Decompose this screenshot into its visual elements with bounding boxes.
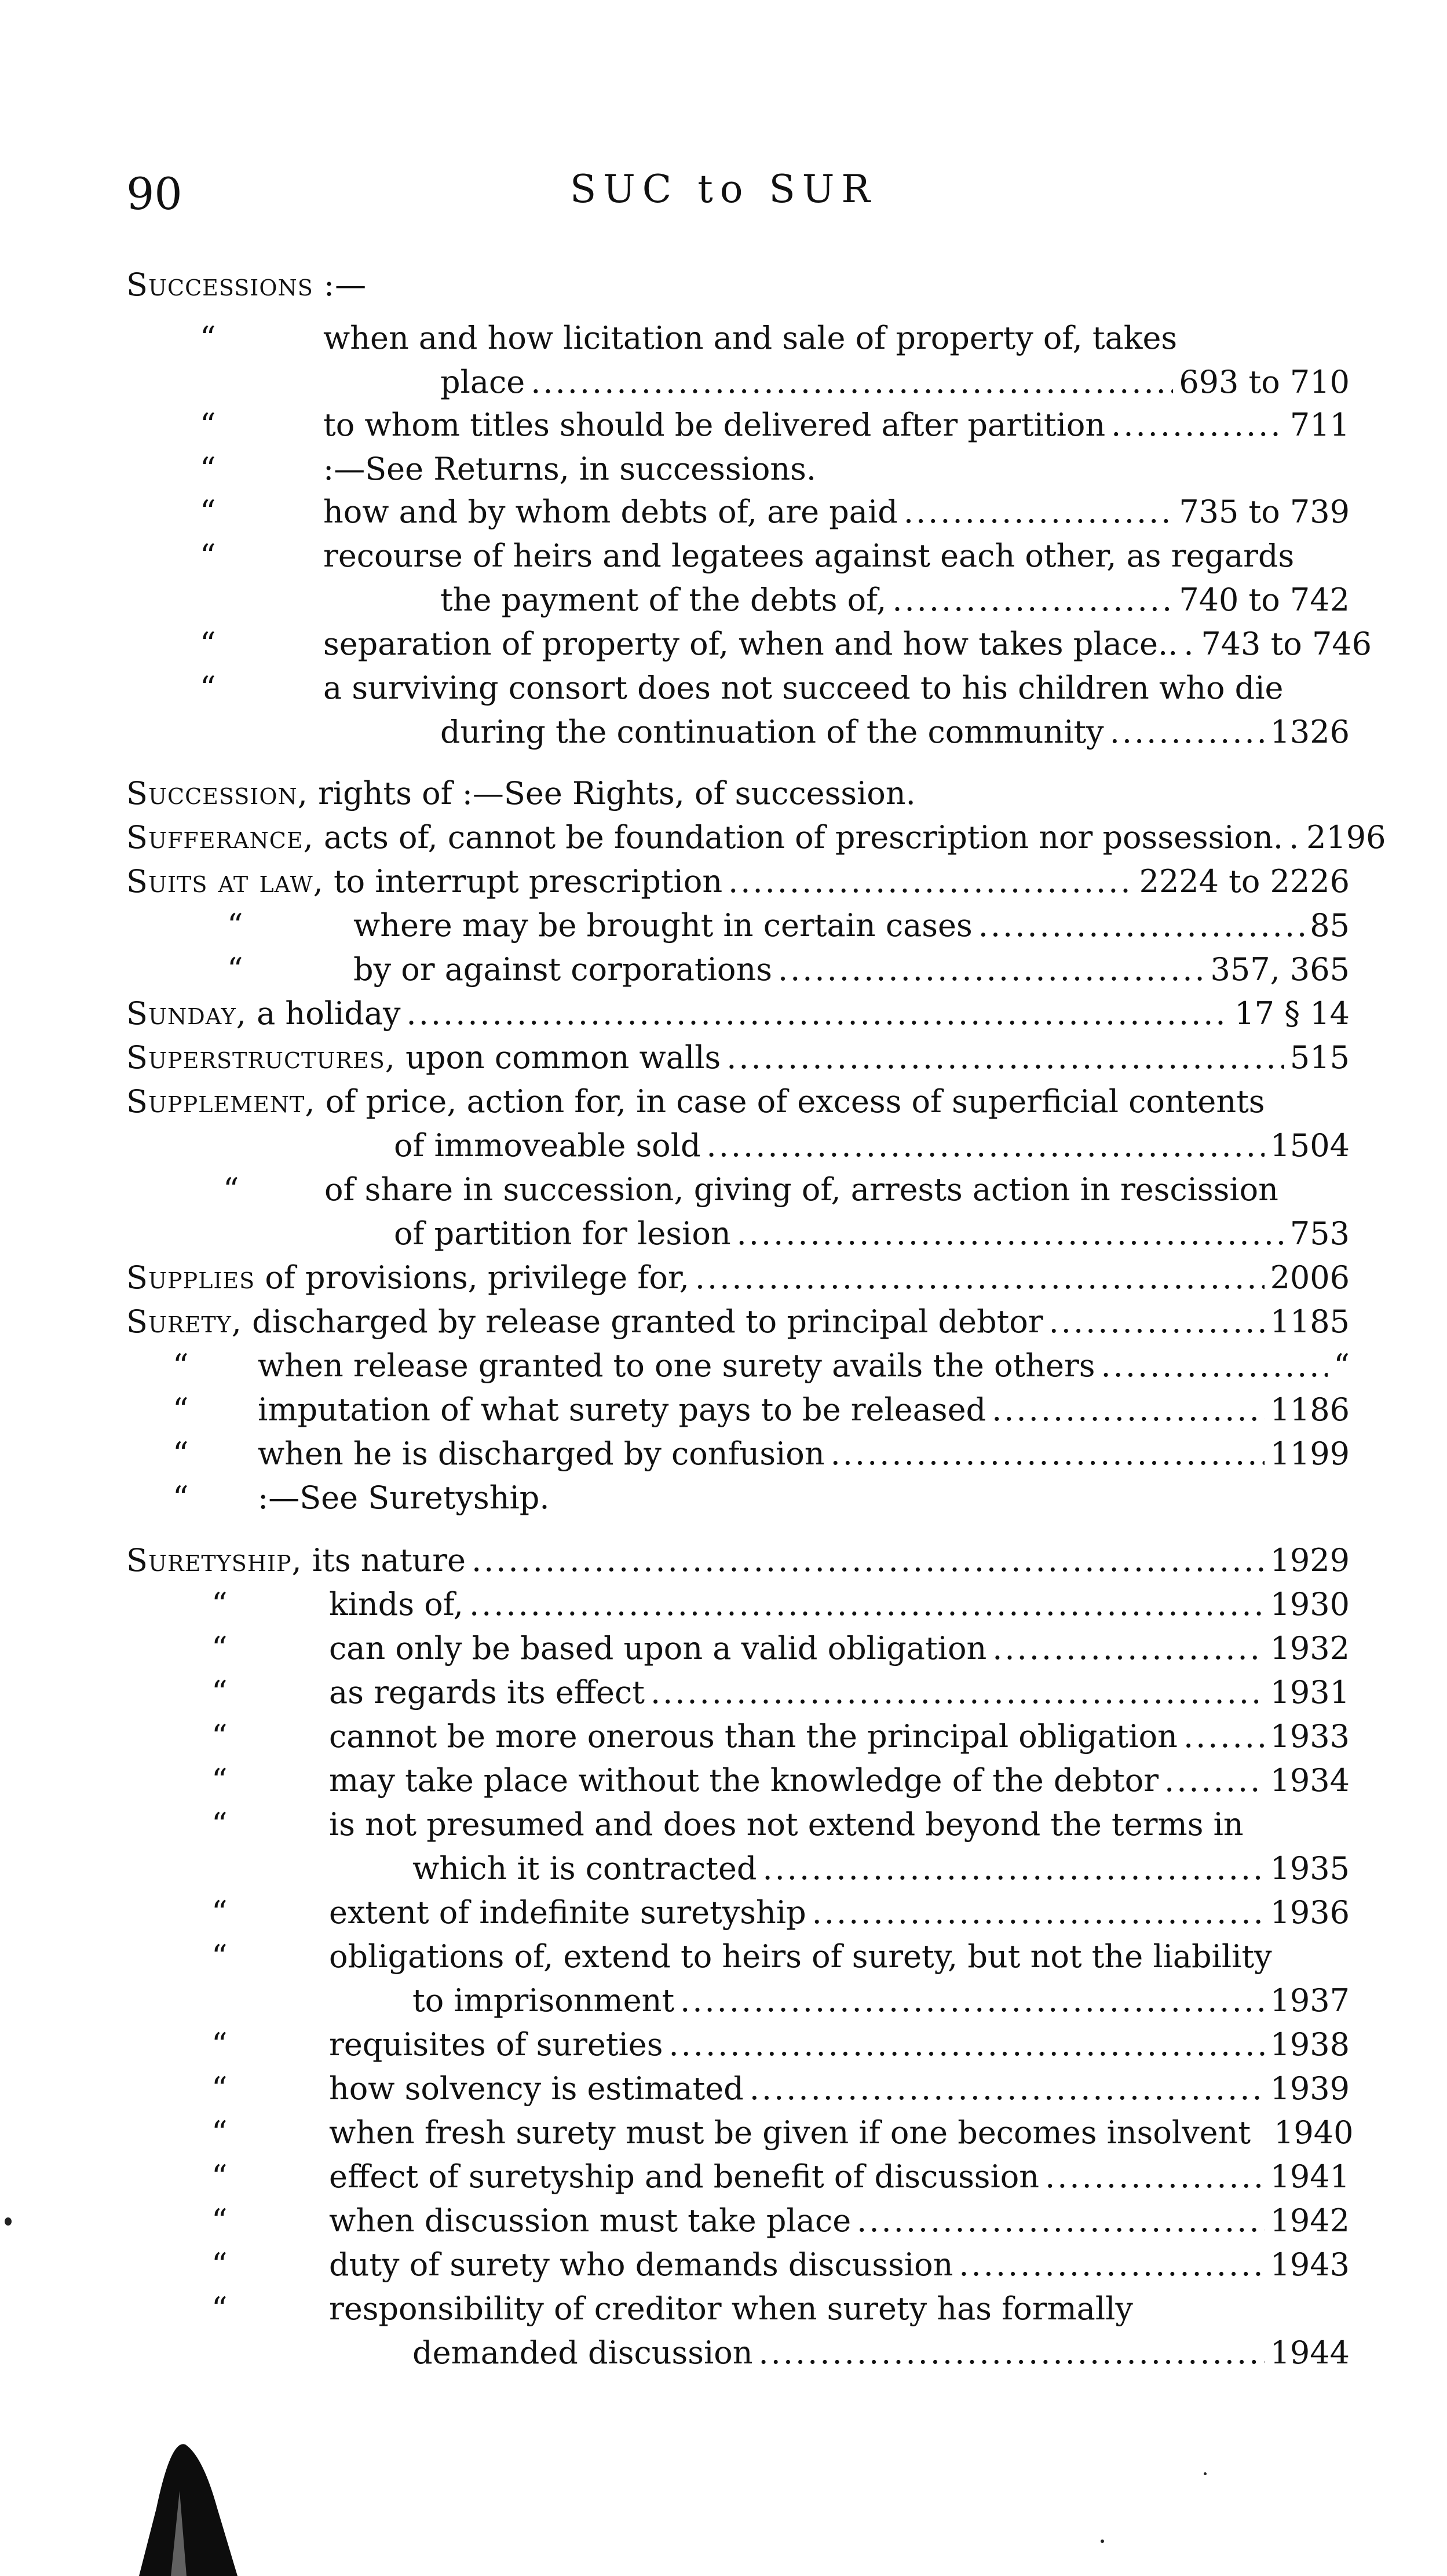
- entry-heading: Suits at law,: [126, 863, 324, 900]
- index-entry: [329, 1938, 1272, 1975]
- entry-text: when he is discharged by confusion: [258, 1435, 825, 1472]
- article-number: 1185: [1270, 1303, 1350, 1340]
- article-number: 1933: [1270, 1718, 1350, 1755]
- ditto-mark: “: [200, 407, 216, 443]
- entry-text: place: [440, 364, 525, 400]
- entry-heading: Supplement,: [126, 1083, 316, 1120]
- leader-dots: [680, 1982, 1264, 2019]
- index-entry: [329, 2202, 1350, 2239]
- entry-text: of partition for lesion: [394, 1215, 731, 1252]
- index-entry: [353, 951, 1350, 988]
- entry-text: separation of property of, when and how takes place..: [323, 626, 1178, 662]
- leader-dots: [1289, 819, 1300, 856]
- index-entry: [323, 451, 1350, 488]
- index-entry: [126, 1039, 1350, 1076]
- article-number: 1931: [1270, 1674, 1350, 1711]
- index-entry: [329, 1806, 1245, 1843]
- article-number: 1199: [1270, 1435, 1350, 1472]
- leader-dots: [978, 907, 1305, 944]
- leader-dots: [1183, 1718, 1265, 1755]
- entry-text: kinds of,: [329, 1586, 463, 1623]
- index-entry: [323, 407, 1350, 444]
- leader-dots: [857, 2202, 1264, 2239]
- leader-dots: [531, 364, 1173, 401]
- index-entry: [258, 1435, 1350, 1472]
- entry-text: upon common walls: [405, 1039, 721, 1076]
- article-number: 515: [1289, 1039, 1350, 1076]
- entry-heading: Superstructures,: [126, 1039, 396, 1076]
- index-entry: [324, 1171, 1278, 1208]
- leader-dots: [778, 951, 1205, 988]
- entry-text: of immoveable sold: [394, 1127, 701, 1164]
- entry-text: extent of indefinite suretyship: [329, 1894, 806, 1931]
- index-entry: [258, 1391, 1350, 1428]
- ditto-mark: “: [173, 1479, 189, 1516]
- ditto-mark: “: [211, 1630, 228, 1667]
- index-entry: [126, 995, 1350, 1032]
- index-entry: [323, 494, 1350, 531]
- index-entry: [126, 863, 1350, 900]
- ditto-mark: “: [200, 494, 216, 530]
- entry-text: acts of, cannot be foundation of prescription nor possession.: [323, 819, 1284, 856]
- article-number: 1932: [1270, 1630, 1350, 1667]
- leader-dots: [1183, 626, 1195, 663]
- ditto-mark: “: [200, 538, 216, 574]
- leader-dots: [1110, 714, 1265, 751]
- entry-heading: Successions :—: [126, 266, 367, 303]
- article-number: 85: [1310, 907, 1350, 944]
- ditto-mark: “: [211, 2202, 228, 2239]
- article-number: 1929: [1270, 1542, 1350, 1579]
- entry-text: of provisions, privilege for,: [265, 1259, 689, 1296]
- article-number: 2224 to 2226: [1139, 863, 1350, 900]
- article-number: 1943: [1270, 2246, 1350, 2283]
- ditto-mark: “: [200, 670, 216, 706]
- leader-dots: [695, 1259, 1265, 1296]
- running-head: SUC to SUR: [569, 167, 878, 211]
- index-entry: [126, 1083, 1265, 1120]
- entry-text: responsibility of creditor when surety has formally: [329, 2290, 1133, 2327]
- entry-text: to imprisonment: [412, 1982, 675, 2019]
- index-entry: [329, 2290, 1245, 2327]
- speck-3: [1204, 2472, 1207, 2475]
- page-number: 90: [126, 168, 182, 220]
- index-entry: [412, 2334, 1350, 2372]
- ditto-mark: “: [200, 626, 216, 662]
- article-number: 1938: [1270, 2026, 1350, 2063]
- index-entry: [126, 819, 1386, 856]
- ditto-mark: “: [173, 1391, 189, 1428]
- article-number: 1934: [1270, 1762, 1350, 1799]
- index-entry: [412, 1850, 1350, 1887]
- article-number: 1941: [1270, 2158, 1350, 2195]
- article-number: 1944: [1270, 2334, 1350, 2371]
- article-number: 693 to 710: [1179, 364, 1350, 400]
- entry-text: its nature: [312, 1542, 466, 1579]
- leader-dots: [737, 1215, 1284, 1252]
- index-entry: [440, 714, 1350, 751]
- entry-text: a surviving consort does not succeed to his children who die: [323, 670, 1284, 706]
- leader-dots: [812, 1894, 1265, 1931]
- leader-dots: [892, 582, 1173, 619]
- index-entry: [329, 2246, 1350, 2283]
- ditto-mark: “: [211, 2114, 228, 2151]
- article-number: 1937: [1270, 1982, 1350, 2019]
- entry-text: can only be based upon a valid obligation: [329, 1630, 987, 1667]
- index-entry: [394, 1127, 1350, 1164]
- index-entry: [329, 1718, 1350, 1755]
- leader-dots: [959, 2246, 1264, 2283]
- entry-text: of price, action for, in case of excess of superficial contents: [325, 1083, 1265, 1120]
- entry-heading: Surety,: [126, 1303, 242, 1340]
- leader-dots: [651, 1674, 1265, 1711]
- article-number: “: [1333, 1347, 1350, 1384]
- index-entry: [126, 1259, 1350, 1296]
- entry-text: as regards its effect: [329, 1674, 645, 1711]
- thumb-shadow: [116, 2421, 255, 2576]
- ditto-mark: “: [211, 2026, 228, 2063]
- article-number: 17 § 14: [1234, 995, 1350, 1032]
- entry-text: to interrupt prescription: [333, 863, 723, 900]
- entry-text: effect of suretyship and benefit of discussion: [329, 2158, 1040, 2195]
- article-number: 1186: [1270, 1391, 1350, 1428]
- leader-dots: [750, 2070, 1265, 2107]
- ditto-mark: “: [223, 1171, 239, 1208]
- entry-text: obligations of, extend to heirs of surety, but not the liability: [329, 1938, 1272, 1975]
- leader-dots: [668, 2026, 1264, 2063]
- article-number: 753: [1289, 1215, 1350, 1252]
- leader-dots: [1111, 407, 1284, 444]
- index-entry: [329, 2070, 1350, 2107]
- ditto-mark: “: [211, 2070, 228, 2107]
- leader-dots: [726, 1039, 1284, 1076]
- entry-text: cannot be more onerous than the principal obligation: [329, 1718, 1178, 1755]
- leader-dots: [1101, 1347, 1328, 1384]
- ditto-mark: “: [211, 2158, 228, 2195]
- index-entry: [329, 2114, 1354, 2151]
- entry-text: recourse of heirs and legatees against each other, as regards: [323, 538, 1295, 574]
- leader-dots: [1164, 1762, 1265, 1799]
- entry-text: duty of surety who demands discussion: [329, 2246, 953, 2283]
- leader-dots: [904, 494, 1174, 531]
- index-entry: [412, 1982, 1350, 2019]
- ditto-mark: “: [173, 1435, 189, 1472]
- ditto-mark: “: [173, 1347, 189, 1384]
- article-number: 1940: [1274, 2114, 1354, 2151]
- article-number: 1930: [1270, 1586, 1350, 1623]
- entry-text: when discussion must take place: [329, 2202, 852, 2239]
- entry-text: how and by whom debts of, are paid: [323, 494, 898, 530]
- ditto-mark: “: [211, 1806, 228, 1843]
- article-number: 357, 365: [1210, 951, 1350, 988]
- entry-text: the payment of the debts of,: [440, 582, 887, 618]
- leader-dots: [992, 1391, 1264, 1428]
- leader-dots: [831, 1435, 1265, 1472]
- ditto-mark: “: [227, 951, 243, 988]
- ditto-mark: “: [200, 451, 216, 487]
- index-entry: [329, 1762, 1350, 1799]
- entry-text: may take place without the knowledge of the debtor: [329, 1762, 1159, 1799]
- leader-dots: [1049, 1303, 1265, 1340]
- leader-dots: [728, 863, 1133, 900]
- ditto-mark: “: [211, 1938, 228, 1975]
- ditto-mark: “: [211, 1718, 228, 1755]
- entry-text: to whom titles should be delivered after partition: [323, 407, 1106, 443]
- leader-dots: [759, 2334, 1265, 2372]
- entry-text: when release granted to one surety avails the others: [258, 1347, 1095, 1384]
- index-entry: [329, 2158, 1350, 2195]
- article-number: 740 to 742: [1179, 582, 1350, 618]
- article-number: 2196: [1306, 819, 1386, 856]
- entry-text: discharged by release granted to principal debtor: [252, 1303, 1043, 1340]
- entry-text: :—See Returns, in successions.: [323, 451, 817, 487]
- entry-heading: Supplies: [126, 1259, 255, 1296]
- index-entry: [323, 670, 1284, 707]
- entry-heading: Succession,: [126, 775, 308, 812]
- entry-text: is not presumed and does not extend beyond the terms in: [329, 1806, 1244, 1843]
- index-entry: [323, 538, 1295, 575]
- entry-heading: Suretyship,: [126, 1542, 302, 1579]
- article-number: 1504: [1270, 1127, 1350, 1164]
- article-number: 743 to 746: [1201, 626, 1372, 662]
- leader-dots: [1045, 2158, 1264, 2195]
- ditto-mark: “: [211, 1674, 228, 1711]
- article-number: 2006: [1270, 1259, 1350, 1296]
- entry-text: a holiday: [257, 995, 401, 1032]
- index-entry: [258, 1347, 1350, 1384]
- entry-text: when fresh surety must be given if one becomes insolvent: [329, 2114, 1251, 2151]
- entry-text: which it is contracted: [412, 1850, 757, 1887]
- entry-heading: Sufferance,: [126, 819, 314, 856]
- index-entry: [126, 1542, 1350, 1579]
- article-number: 1942: [1270, 2202, 1350, 2239]
- speck-2: [1101, 2540, 1104, 2543]
- entry-text: requisites of sureties: [329, 2026, 663, 2063]
- ditto-mark: “: [227, 907, 243, 944]
- entry-text: :—See Suretyship.: [258, 1479, 550, 1516]
- index-entry: [329, 1630, 1350, 1667]
- entry-text: where may be brought in certain cases: [353, 907, 973, 944]
- leader-dots: [707, 1127, 1265, 1164]
- index-entry: [323, 626, 1372, 663]
- leader-dots: [992, 1630, 1264, 1667]
- ditto-mark: “: [211, 1894, 228, 1931]
- speck-1: [5, 2217, 12, 2226]
- article-number: 1326: [1270, 714, 1350, 750]
- entry-text: of share in succession, giving of, arrests action in rescission: [324, 1171, 1278, 1208]
- ditto-mark: “: [211, 2290, 228, 2327]
- article-number: 1939: [1270, 2070, 1350, 2107]
- ditto-mark: “: [211, 2246, 228, 2283]
- index-entry: [440, 364, 1350, 401]
- entry-heading: Sunday,: [126, 995, 247, 1032]
- ditto-mark: “: [200, 320, 216, 356]
- index-entry: [258, 1479, 1350, 1517]
- entry-text: how solvency is estimated: [329, 2070, 744, 2107]
- index-entry: [394, 1215, 1350, 1252]
- leader-dots: [762, 1850, 1264, 1887]
- index-entry: [323, 320, 1251, 357]
- leader-dots: [407, 995, 1229, 1032]
- index-entry: [329, 1674, 1350, 1711]
- entry-text: demanded discussion: [412, 2334, 753, 2371]
- index-entry: [126, 1303, 1350, 1340]
- index-entry: [440, 582, 1350, 619]
- index-entry: [329, 1894, 1350, 1931]
- entry-text: rights of :—See Rights, of succession.: [318, 775, 916, 812]
- index-entry: [329, 2026, 1350, 2063]
- index-entry: [126, 775, 1350, 812]
- entry-text: imputation of what surety pays to be released: [258, 1391, 986, 1428]
- index-entry: [126, 266, 1350, 304]
- article-number: 1935: [1270, 1850, 1350, 1887]
- article-number: 711: [1289, 407, 1350, 443]
- leader-dots: [469, 1586, 1265, 1623]
- index-entry: [353, 907, 1350, 944]
- leader-dots: [472, 1542, 1265, 1579]
- article-number: 735 to 739: [1179, 494, 1350, 530]
- entry-text: during the continuation of the community: [440, 714, 1104, 750]
- ditto-mark: “: [211, 1762, 228, 1799]
- entry-text: by or against corporations: [353, 951, 772, 988]
- ditto-mark: “: [211, 1586, 228, 1623]
- entry-text: when and how licitation and sale of property of, takes: [323, 320, 1178, 356]
- index-entry: [329, 1586, 1350, 1623]
- article-number: 1936: [1270, 1894, 1350, 1931]
